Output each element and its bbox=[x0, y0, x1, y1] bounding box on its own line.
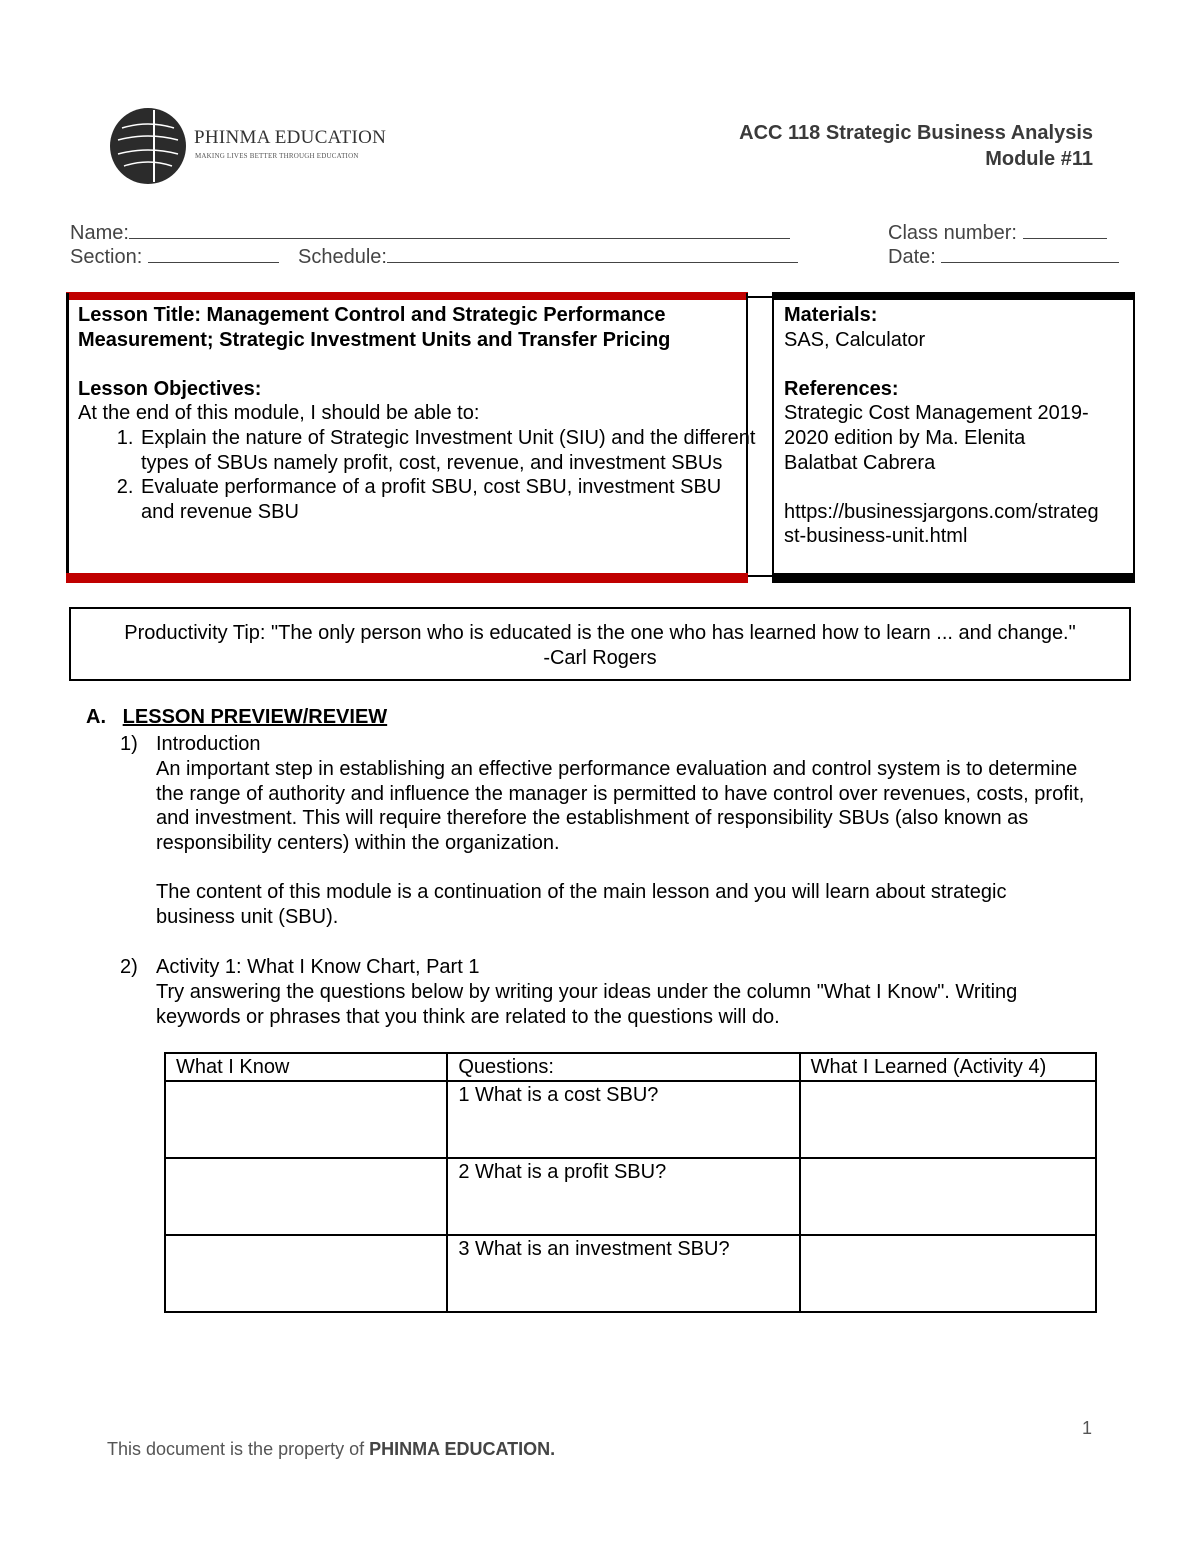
lesson-title-line1: Lesson Title: Management Control and Strategic Performance bbox=[78, 304, 666, 326]
what-i-know-cell[interactable] bbox=[165, 1235, 447, 1312]
reference-line: Balatbat Cabrera bbox=[784, 451, 936, 474]
section-line[interactable] bbox=[148, 244, 279, 263]
lesson-content bbox=[69, 293, 756, 524]
what-i-learned-cell[interactable] bbox=[800, 1158, 1096, 1235]
schedule-field[interactable] bbox=[298, 244, 798, 269]
section-a-letter: A. bbox=[86, 706, 106, 728]
section-a-title: LESSON PREVIEW/REVIEW bbox=[122, 706, 388, 728]
schedule-label: Schedule: bbox=[298, 246, 387, 268]
what-i-know-table bbox=[164, 1052, 1097, 1313]
lesson-box-bottom-bar bbox=[66, 573, 748, 583]
section-field[interactable] bbox=[70, 244, 279, 269]
page-number: 1 bbox=[1082, 1418, 1093, 1438]
name-line[interactable] bbox=[129, 220, 790, 239]
objective-item: 2. Evaluate performance of a profit SBU, cost SBU, investment SBU and revenue SBU bbox=[139, 475, 759, 524]
date-line[interactable] bbox=[941, 244, 1119, 263]
productivity-tip bbox=[69, 607, 1131, 681]
question-cell: 3 What is an investment SBU? bbox=[447, 1235, 799, 1312]
reference-line: 2020 edition by Ma. Elenita bbox=[784, 426, 1026, 449]
name-label: Name: bbox=[70, 222, 129, 244]
materials-value: SAS, Calculator bbox=[784, 328, 926, 351]
objectives-heading: Lesson Objectives: bbox=[78, 377, 262, 400]
item1-paragraph1: An important step in establishing an effective performance evaluation and control system is to determine the range of authority and influence the manager is permitted to have control over revenues, costs, profit, and investment. This will require therefore the establishment of responsibility SBUs (also known as responsibility centers) within the organization. bbox=[156, 758, 1085, 854]
header-what-i-learned: What I Learned (Activity 4) bbox=[800, 1053, 1096, 1081]
box-divider-top bbox=[748, 296, 772, 298]
tip-quote: Productivity Tip: "The only person who is educated is the one who has learned how to learn ... and change." bbox=[124, 622, 1076, 644]
schedule-line[interactable] bbox=[387, 244, 798, 263]
reference-line: Strategic Cost Management 2019- bbox=[784, 402, 1089, 425]
materials-box bbox=[772, 293, 1135, 583]
materials-content bbox=[774, 293, 1133, 549]
question-cell: 2 What is a profit SBU? bbox=[447, 1158, 799, 1235]
what-i-learned-cell[interactable] bbox=[800, 1235, 1096, 1312]
date-label: Date: bbox=[888, 246, 936, 268]
module-number: Module #11 bbox=[985, 148, 1093, 170]
what-i-learned-cell[interactable] bbox=[800, 1081, 1096, 1158]
question-cell: 1 What is a cost SBU? bbox=[447, 1081, 799, 1158]
footer-text: This document is the property of bbox=[107, 1439, 365, 1459]
course-header bbox=[739, 120, 1093, 172]
item2-number: 2) bbox=[120, 956, 138, 978]
name-field[interactable] bbox=[70, 220, 790, 245]
reference-link[interactable]: st-business-unit.html bbox=[784, 525, 968, 548]
what-i-know-cell[interactable] bbox=[165, 1158, 447, 1235]
objective-item: 1. Explain the nature of Strategic Investment Unit (SIU) and the different types of SBUs namely profit, cost, revenue, and investment SBUs bbox=[139, 426, 759, 475]
footer bbox=[107, 1439, 555, 1460]
objectives-intro: At the end of this module, I should be able to: bbox=[78, 402, 480, 425]
section-label: Section: bbox=[70, 246, 143, 268]
reference-link[interactable]: https://businessjargons.com/strateg bbox=[784, 500, 1099, 523]
table-row bbox=[165, 1081, 1096, 1158]
class-number-label: Class number: bbox=[888, 222, 1017, 244]
item1-title: Introduction bbox=[156, 733, 261, 755]
class-number-field[interactable] bbox=[888, 220, 1107, 245]
item1-paragraph2: The content of this module is a continuation of the main lesson and you will learn about strategic business unit (SBU). bbox=[156, 881, 1007, 928]
logo-tagline: MAKING LIVES BETTER THROUGH EDUCATION bbox=[195, 152, 359, 160]
lesson-box bbox=[66, 293, 756, 583]
lesson-title-line2: Measurement; Strategic Investment Units and Transfer Pricing bbox=[78, 328, 671, 351]
item1-number: 1) bbox=[120, 733, 138, 755]
tip-author: -Carl Rogers bbox=[543, 647, 657, 669]
item2-title: Activity 1: What I Know Chart, Part 1 bbox=[156, 956, 480, 978]
references-heading: References: bbox=[784, 377, 899, 400]
table-row bbox=[165, 1235, 1096, 1312]
what-i-know-cell[interactable] bbox=[165, 1081, 447, 1158]
item2-paragraph: Try answering the questions below by writing your ideas under the column "What I Know". Writing keywords or phrases that you think are related to the questions will do. bbox=[156, 981, 1018, 1028]
header-questions: Questions: bbox=[447, 1053, 799, 1081]
box-divider-bottom bbox=[748, 575, 772, 577]
logo-name: PHINMA EDUCATION bbox=[194, 127, 387, 148]
section-a-heading bbox=[86, 706, 387, 729]
materials-box-bottom-bar bbox=[772, 573, 1135, 583]
class-number-line[interactable] bbox=[1023, 220, 1107, 239]
table-header-row bbox=[165, 1053, 1096, 1081]
materials-heading: Materials: bbox=[784, 304, 878, 326]
objectives-list bbox=[69, 426, 759, 524]
table-row bbox=[165, 1158, 1096, 1235]
header-what-i-know: What I Know bbox=[165, 1053, 447, 1081]
footer-owner: PHINMA EDUCATION. bbox=[369, 1439, 556, 1459]
date-field[interactable] bbox=[888, 244, 1119, 269]
course-title: ACC 118 Strategic Business Analysis bbox=[739, 122, 1093, 144]
